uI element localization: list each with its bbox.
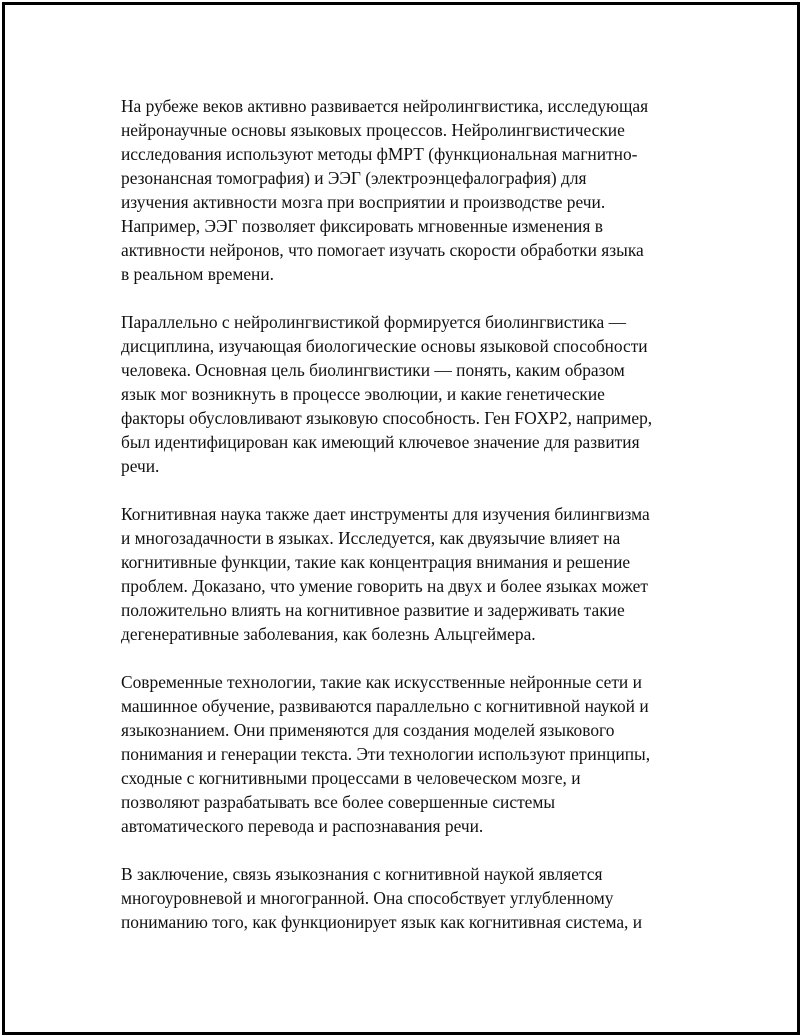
text-line: факторы обусловливают языковую способность. Ген FOXP2, например, [121,408,653,428]
text-line: человека. Основная цель биолингвистики — понять, каким образом [121,360,625,380]
text-line: когнитивные функции, такие как концентрация внимания и решение [121,552,631,572]
text-line: положительно влиять на когнитивное развитие и задерживать такие [121,600,625,620]
paragraph-conclusion [121,862,691,934]
text-line: и многозадачности в языках. Исследуется, как двуязычие влияет на [121,528,621,548]
text-line: сходные с когнитивными процессами в человеческом мозге, и [121,768,581,788]
text-line: Например, ЭЭГ позволяет фиксировать мгновенные изменения в [121,216,603,236]
paragraph-technologies [121,670,691,838]
text-line: дисциплина, изучающая биологические основы языковой способности [121,336,648,356]
text-line: языкознанием. Они применяются для создания моделей языкового [121,720,615,740]
text-line: многоуровневой и многогранной. Она способствует углубленному [121,888,614,908]
text-line: пониманию того, как функционирует язык как когнитивная система, и [121,912,643,932]
paragraph-bilingualism [121,502,691,646]
text-line: Современные технологии, такие как искусственные нейронные сети и [121,672,642,692]
text-line: нейронаучные основы языковых процессов. Нейролингвистические [121,120,625,140]
text-line: язык мог возникнуть в процессе эволюции, и какие генетические [121,384,605,404]
paragraph-biolinguistics [121,310,691,478]
text-line: позволяют разрабатывать все более совершенные системы [121,792,556,812]
text-line: В заключение, связь языкознания с когнитивной наукой является [121,864,603,884]
text-line: резонансная томография) и ЭЭГ (электроэнцефалография) для [121,168,587,188]
page-frame [2,2,800,1035]
text-line: Когнитивная наука также дает инструменты для изучения билингвизма [121,504,650,524]
text-line: На рубеже веков активно развивается нейролингвистика, исследующая [121,96,649,116]
document-body [121,94,691,958]
text-line: машинное обучение, развиваются параллельно с когнитивной наукой и [121,696,649,716]
text-line: активности нейронов, что помогает изучать скорости обработки языка [121,240,644,260]
text-line: дегенеративные заболевания, как болезнь Альцгеймера. [121,624,536,644]
text-line: исследования используют методы фМРТ (функциональная магнитно- [121,144,638,164]
text-line: изучения активности мозга при восприятии и производстве речи. [121,192,606,212]
text-line: в реальном времени. [121,264,275,284]
text-line: понимания и генерации текста. Эти технологии используют принципы, [121,744,651,764]
paragraph-neurolinguistics [121,94,691,286]
text-line: речи. [121,456,160,476]
text-line: был идентифицирован как имеющий ключевое значение для развития [121,432,640,452]
text-line: Параллельно с нейролингвистикой формируется биолингвистика — [121,312,626,332]
text-line: проблем. Доказано, что умение говорить на двух и более языках может [121,576,648,596]
text-line: автоматического перевода и распознавания речи. [121,816,484,836]
